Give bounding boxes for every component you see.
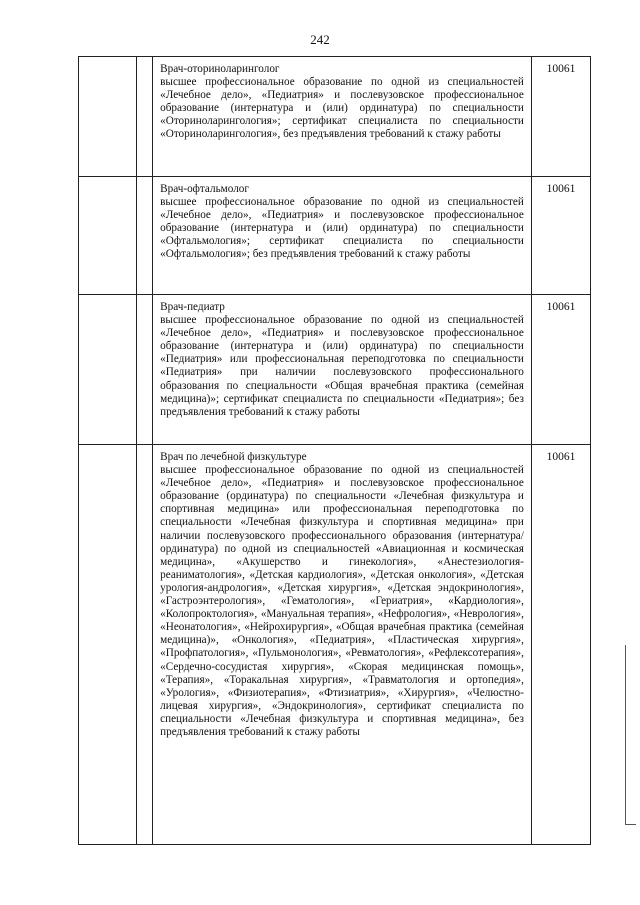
position-title: Врач-офтальмолог: [160, 183, 249, 195]
code-cell: 10061: [531, 295, 590, 445]
empty-cell: [79, 57, 137, 177]
binding-edge-line: [625, 645, 626, 825]
empty-cell: [137, 57, 153, 177]
position-title: Врач по лечебной физкультуре: [160, 451, 307, 463]
page-number: 242: [310, 32, 330, 47]
empty-cell: [137, 295, 153, 445]
description-cell: [153, 57, 532, 177]
position-title: Врач-оториноларинголог: [160, 63, 280, 75]
code-cell: 10061: [531, 177, 590, 295]
empty-cell: [137, 177, 153, 295]
empty-cell: [79, 177, 137, 295]
table-row: [79, 57, 591, 177]
position-requirements: высшее профессиональное образование по одной из специальностей «Лечебное дело», «Педиатрия» и послевузовское профессиональное образование (интернатура и (или) ординатура) по специальности «Офтальмология»; сертификат специалиста по специальности «Офтальмология»; без предъявления требований к стажу работы: [160, 196, 524, 261]
position-requirements: высшее профессиональное образование по одной из специальностей «Лечебное дело», «Педиатрия» и послевузовское профессиональное образование (ординатура) по специальности «Лечебная физкультура и спортивная медицина» или профессиональная переподготовка по специальности «Лечебная физкультура и спортивная медицина» при наличии послевузовского профессионального образования (интернатура/ординатура) по одной из специальностей «Авиационная и космическая медицина», «Акушерство и гинекология», «Анестезиология-реаниматология», «Детская кардиология», «Детская онкология», «Детская урология-андрология», «Детская хирургия», «Детская эндокринология», «Гастроэнтерология», «Гематология», «Гериатрия», «Кардиология», «Колопроктология», «Мануальная терапия», «Нефрология», «Неврология», «Неонатология», «Нейрохирургия», «Общая врачебная практика (семейная медицина)», «Онкология», «Педиатрия», «Пластическая хирургия», «Профпатология», «Пульмонология», «Ревматология», «Рефлексотерапия», «Сердечно-сосудистая хирургия», «Скорая медицинская помощь», «Терапия», «Торакальная хирургия», «Травматология и ортопедия», «Урология», «Физиотерапия», «Фтизиатрия», «Хирургия», «Челюстно-лицевая хирургия», «Эндокринология», сертификат специалиста по специальности «Лечебная физкультура и спортивная медицина», без предъявления требований к стажу работы: [160, 464, 524, 738]
table-row: [79, 295, 591, 445]
code-cell: 10061: [531, 57, 590, 177]
description-cell: [153, 177, 532, 295]
empty-cell: [79, 445, 137, 845]
position-requirements: высшее профессиональное образование по одной из специальностей «Лечебное дело», «Педиатрия» и послевузовское профессиональное образование (интернатура и (или) ординатура) по специальности «Оториноларингология»; сертификат специалиста по специальности «Оториноларингология», без предъявления требований к стажу работы: [160, 76, 524, 141]
code-cell: 10061: [531, 445, 590, 845]
empty-cell: [137, 445, 153, 845]
table-row: [79, 177, 591, 295]
description-cell: [153, 445, 532, 845]
description-cell: [153, 295, 532, 445]
empty-cell: [79, 295, 137, 445]
position-title: Врач-педиатр: [160, 301, 225, 313]
position-requirements: высшее профессиональное образование по одной из специальностей «Лечебное дело», «Педиатрия» и послевузовское профессиональное образование (интернатура и (или) ординатура) по специальности «Педиатрия» или профессиональная переподготовка по специальности «Педиатрия» при наличии послевузовского профессионального образования по специальности «Общая врачебная практика (семейная медицина)»; сертификат специалиста по специальности «Педиатрия»; без предъявления требований к стажу работы: [160, 314, 524, 418]
table-row: [79, 445, 591, 845]
qualification-table: [78, 56, 591, 845]
binding-edge-line: [625, 824, 636, 825]
